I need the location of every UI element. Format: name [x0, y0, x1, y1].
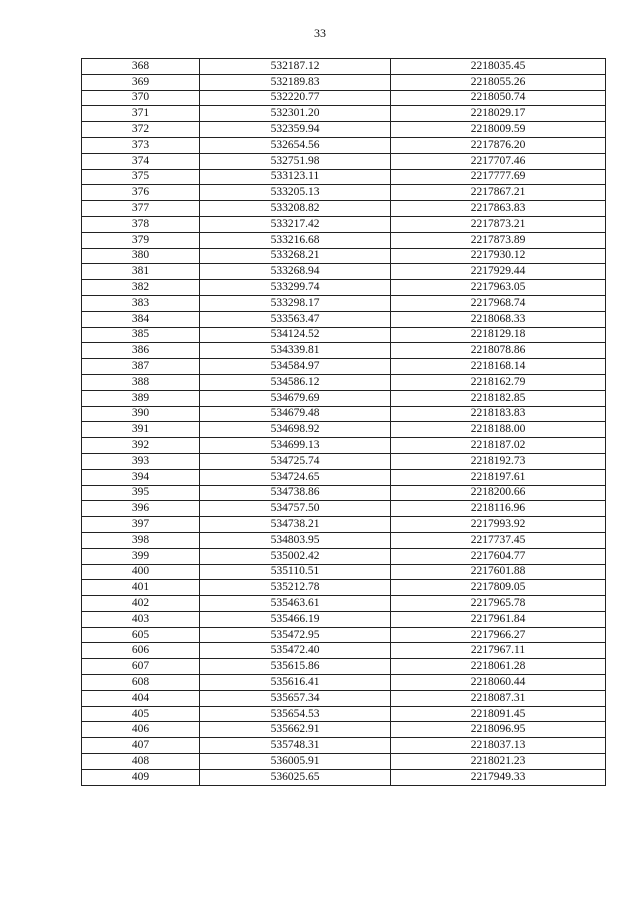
x-coordinate-cell: 535615.86: [200, 659, 391, 675]
y-coordinate-cell: 2218182.85: [391, 390, 606, 406]
table-row: [82, 169, 606, 185]
x-coordinate-cell: 533208.82: [200, 201, 391, 217]
point-number-cell: 386: [82, 343, 200, 359]
y-coordinate-cell: 2217707.46: [391, 153, 606, 169]
point-number-cell: 389: [82, 390, 200, 406]
table-row: [82, 216, 606, 232]
y-coordinate-cell: 2218061.28: [391, 659, 606, 675]
y-coordinate-cell: 2217963.05: [391, 280, 606, 296]
point-number-cell: 376: [82, 185, 200, 201]
table-row: [82, 406, 606, 422]
y-coordinate-cell: 2217961.84: [391, 611, 606, 627]
table-row: [82, 469, 606, 485]
y-coordinate-cell: 2217873.89: [391, 232, 606, 248]
point-number-cell: 384: [82, 311, 200, 327]
coordinates-table-body: [82, 59, 606, 786]
y-coordinate-cell: 2218029.17: [391, 106, 606, 122]
table-row: [82, 374, 606, 390]
x-coordinate-cell: 533298.17: [200, 295, 391, 311]
point-number-cell: 607: [82, 659, 200, 675]
y-coordinate-cell: 2217809.05: [391, 580, 606, 596]
table-row: [82, 643, 606, 659]
table-row: [82, 596, 606, 612]
table-row: [82, 90, 606, 106]
table-row: [82, 106, 606, 122]
x-coordinate-cell: 534738.86: [200, 485, 391, 501]
y-coordinate-cell: 2217966.27: [391, 627, 606, 643]
y-coordinate-cell: 2218129.18: [391, 327, 606, 343]
x-coordinate-cell: 535466.19: [200, 611, 391, 627]
x-coordinate-cell: 535657.34: [200, 690, 391, 706]
x-coordinate-cell: 534586.12: [200, 374, 391, 390]
y-coordinate-cell: 2218162.79: [391, 374, 606, 390]
x-coordinate-cell: 532751.98: [200, 153, 391, 169]
x-coordinate-cell: 533268.94: [200, 264, 391, 280]
point-number-cell: 369: [82, 74, 200, 90]
point-number-cell: 385: [82, 327, 200, 343]
table-row: [82, 564, 606, 580]
y-coordinate-cell: 2218200.66: [391, 485, 606, 501]
table-row: [82, 122, 606, 138]
y-coordinate-cell: 2217604.77: [391, 548, 606, 564]
table-row: [82, 548, 606, 564]
table-row: [82, 675, 606, 691]
x-coordinate-cell: 533268.21: [200, 248, 391, 264]
y-coordinate-cell: 2218096.95: [391, 722, 606, 738]
table-row: [82, 264, 606, 280]
table-row: [82, 232, 606, 248]
x-coordinate-cell: 536005.91: [200, 754, 391, 770]
point-number-cell: 370: [82, 90, 200, 106]
point-number-cell: 397: [82, 517, 200, 533]
x-coordinate-cell: 535748.31: [200, 738, 391, 754]
x-coordinate-cell: 534339.81: [200, 343, 391, 359]
table-row: [82, 201, 606, 217]
table-row: [82, 754, 606, 770]
y-coordinate-cell: 2217867.21: [391, 185, 606, 201]
table-row: [82, 327, 606, 343]
table-row: [82, 738, 606, 754]
x-coordinate-cell: 532301.20: [200, 106, 391, 122]
point-number-cell: 606: [82, 643, 200, 659]
point-number-cell: 407: [82, 738, 200, 754]
point-number-cell: 391: [82, 422, 200, 438]
x-coordinate-cell: 534725.74: [200, 453, 391, 469]
y-coordinate-cell: 2217993.92: [391, 517, 606, 533]
y-coordinate-cell: 2218021.23: [391, 754, 606, 770]
table-row: [82, 137, 606, 153]
point-number-cell: 383: [82, 295, 200, 311]
x-coordinate-cell: 533216.68: [200, 232, 391, 248]
point-number-cell: 400: [82, 564, 200, 580]
table-row: [82, 532, 606, 548]
table-row: [82, 311, 606, 327]
table-row: [82, 343, 606, 359]
point-number-cell: 392: [82, 438, 200, 454]
y-coordinate-cell: 2218055.26: [391, 74, 606, 90]
table-row: [82, 722, 606, 738]
page-number: 33: [314, 26, 326, 40]
point-number-cell: 605: [82, 627, 200, 643]
point-number-cell: 387: [82, 359, 200, 375]
x-coordinate-cell: 534698.92: [200, 422, 391, 438]
table-row: [82, 769, 606, 785]
table-row: [82, 659, 606, 675]
y-coordinate-cell: 2218168.14: [391, 359, 606, 375]
x-coordinate-cell: 534699.13: [200, 438, 391, 454]
table-row: [82, 580, 606, 596]
x-coordinate-cell: 535463.61: [200, 596, 391, 612]
y-coordinate-cell: 2218037.13: [391, 738, 606, 754]
y-coordinate-cell: 2218009.59: [391, 122, 606, 138]
y-coordinate-cell: 2218192.73: [391, 453, 606, 469]
y-coordinate-cell: 2217949.33: [391, 769, 606, 785]
y-coordinate-cell: 2218078.86: [391, 343, 606, 359]
x-coordinate-cell: 532189.83: [200, 74, 391, 90]
table-row: [82, 690, 606, 706]
y-coordinate-cell: 2217873.21: [391, 216, 606, 232]
y-coordinate-cell: 2218183.83: [391, 406, 606, 422]
x-coordinate-cell: 534584.97: [200, 359, 391, 375]
x-coordinate-cell: 534803.95: [200, 532, 391, 548]
y-coordinate-cell: 2217777.69: [391, 169, 606, 185]
table-row: [82, 627, 606, 643]
x-coordinate-cell: 533205.13: [200, 185, 391, 201]
y-coordinate-cell: 2218188.00: [391, 422, 606, 438]
table-row: [82, 706, 606, 722]
table-row: [82, 501, 606, 517]
point-number-cell: 388: [82, 374, 200, 390]
point-number-cell: 390: [82, 406, 200, 422]
table-row: [82, 185, 606, 201]
x-coordinate-cell: 533299.74: [200, 280, 391, 296]
x-coordinate-cell: 535654.53: [200, 706, 391, 722]
x-coordinate-cell: 535002.42: [200, 548, 391, 564]
x-coordinate-cell: 535616.41: [200, 675, 391, 691]
x-coordinate-cell: 534724.65: [200, 469, 391, 485]
y-coordinate-cell: 2218035.45: [391, 59, 606, 75]
x-coordinate-cell: 535110.51: [200, 564, 391, 580]
x-coordinate-cell: 535212.78: [200, 580, 391, 596]
x-coordinate-cell: 534738.21: [200, 517, 391, 533]
y-coordinate-cell: 2217863.83: [391, 201, 606, 217]
y-coordinate-cell: 2218060.44: [391, 675, 606, 691]
point-number-cell: 373: [82, 137, 200, 153]
y-coordinate-cell: 2218068.33: [391, 311, 606, 327]
point-number-cell: 372: [82, 122, 200, 138]
y-coordinate-cell: 2218187.02: [391, 438, 606, 454]
point-number-cell: 404: [82, 690, 200, 706]
table-row: [82, 74, 606, 90]
point-number-cell: 403: [82, 611, 200, 627]
point-number-cell: 381: [82, 264, 200, 280]
coordinates-table: [81, 58, 606, 786]
table-row: [82, 59, 606, 75]
point-number-cell: 409: [82, 769, 200, 785]
point-number-cell: 399: [82, 548, 200, 564]
table-row: [82, 422, 606, 438]
x-coordinate-cell: 536025.65: [200, 769, 391, 785]
point-number-cell: 382: [82, 280, 200, 296]
point-number-cell: 401: [82, 580, 200, 596]
table-row: [82, 153, 606, 169]
x-coordinate-cell: 532187.12: [200, 59, 391, 75]
y-coordinate-cell: 2218116.96: [391, 501, 606, 517]
x-coordinate-cell: 532220.77: [200, 90, 391, 106]
y-coordinate-cell: 2218197.61: [391, 469, 606, 485]
point-number-cell: 406: [82, 722, 200, 738]
y-coordinate-cell: 2218091.45: [391, 706, 606, 722]
x-coordinate-cell: 535662.91: [200, 722, 391, 738]
x-coordinate-cell: 533563.47: [200, 311, 391, 327]
point-number-cell: 371: [82, 106, 200, 122]
table-row: [82, 611, 606, 627]
y-coordinate-cell: 2217930.12: [391, 248, 606, 264]
y-coordinate-cell: 2218050.74: [391, 90, 606, 106]
point-number-cell: 402: [82, 596, 200, 612]
y-coordinate-cell: 2217929.44: [391, 264, 606, 280]
x-coordinate-cell: 534679.69: [200, 390, 391, 406]
y-coordinate-cell: 2217876.20: [391, 137, 606, 153]
y-coordinate-cell: 2217967.11: [391, 643, 606, 659]
point-number-cell: 380: [82, 248, 200, 264]
point-number-cell: 368: [82, 59, 200, 75]
point-number-cell: 393: [82, 453, 200, 469]
x-coordinate-cell: 533123.11: [200, 169, 391, 185]
point-number-cell: 395: [82, 485, 200, 501]
point-number-cell: 375: [82, 169, 200, 185]
table-row: [82, 359, 606, 375]
y-coordinate-cell: 2217737.45: [391, 532, 606, 548]
table-row: [82, 280, 606, 296]
table-row: [82, 453, 606, 469]
table-row: [82, 248, 606, 264]
point-number-cell: 408: [82, 754, 200, 770]
x-coordinate-cell: 532359.94: [200, 122, 391, 138]
x-coordinate-cell: 535472.95: [200, 627, 391, 643]
y-coordinate-cell: 2217601.88: [391, 564, 606, 580]
point-number-cell: 608: [82, 675, 200, 691]
y-coordinate-cell: 2217968.74: [391, 295, 606, 311]
table-row: [82, 438, 606, 454]
y-coordinate-cell: 2217965.78: [391, 596, 606, 612]
point-number-cell: 379: [82, 232, 200, 248]
x-coordinate-cell: 534679.48: [200, 406, 391, 422]
table-row: [82, 390, 606, 406]
point-number-cell: 398: [82, 532, 200, 548]
x-coordinate-cell: 534124.52: [200, 327, 391, 343]
x-coordinate-cell: 535472.40: [200, 643, 391, 659]
x-coordinate-cell: 532654.56: [200, 137, 391, 153]
point-number-cell: 374: [82, 153, 200, 169]
table-row: [82, 295, 606, 311]
x-coordinate-cell: 533217.42: [200, 216, 391, 232]
point-number-cell: 378: [82, 216, 200, 232]
point-number-cell: 405: [82, 706, 200, 722]
point-number-cell: 377: [82, 201, 200, 217]
point-number-cell: 394: [82, 469, 200, 485]
table-row: [82, 485, 606, 501]
point-number-cell: 396: [82, 501, 200, 517]
table-row: [82, 517, 606, 533]
y-coordinate-cell: 2218087.31: [391, 690, 606, 706]
x-coordinate-cell: 534757.50: [200, 501, 391, 517]
